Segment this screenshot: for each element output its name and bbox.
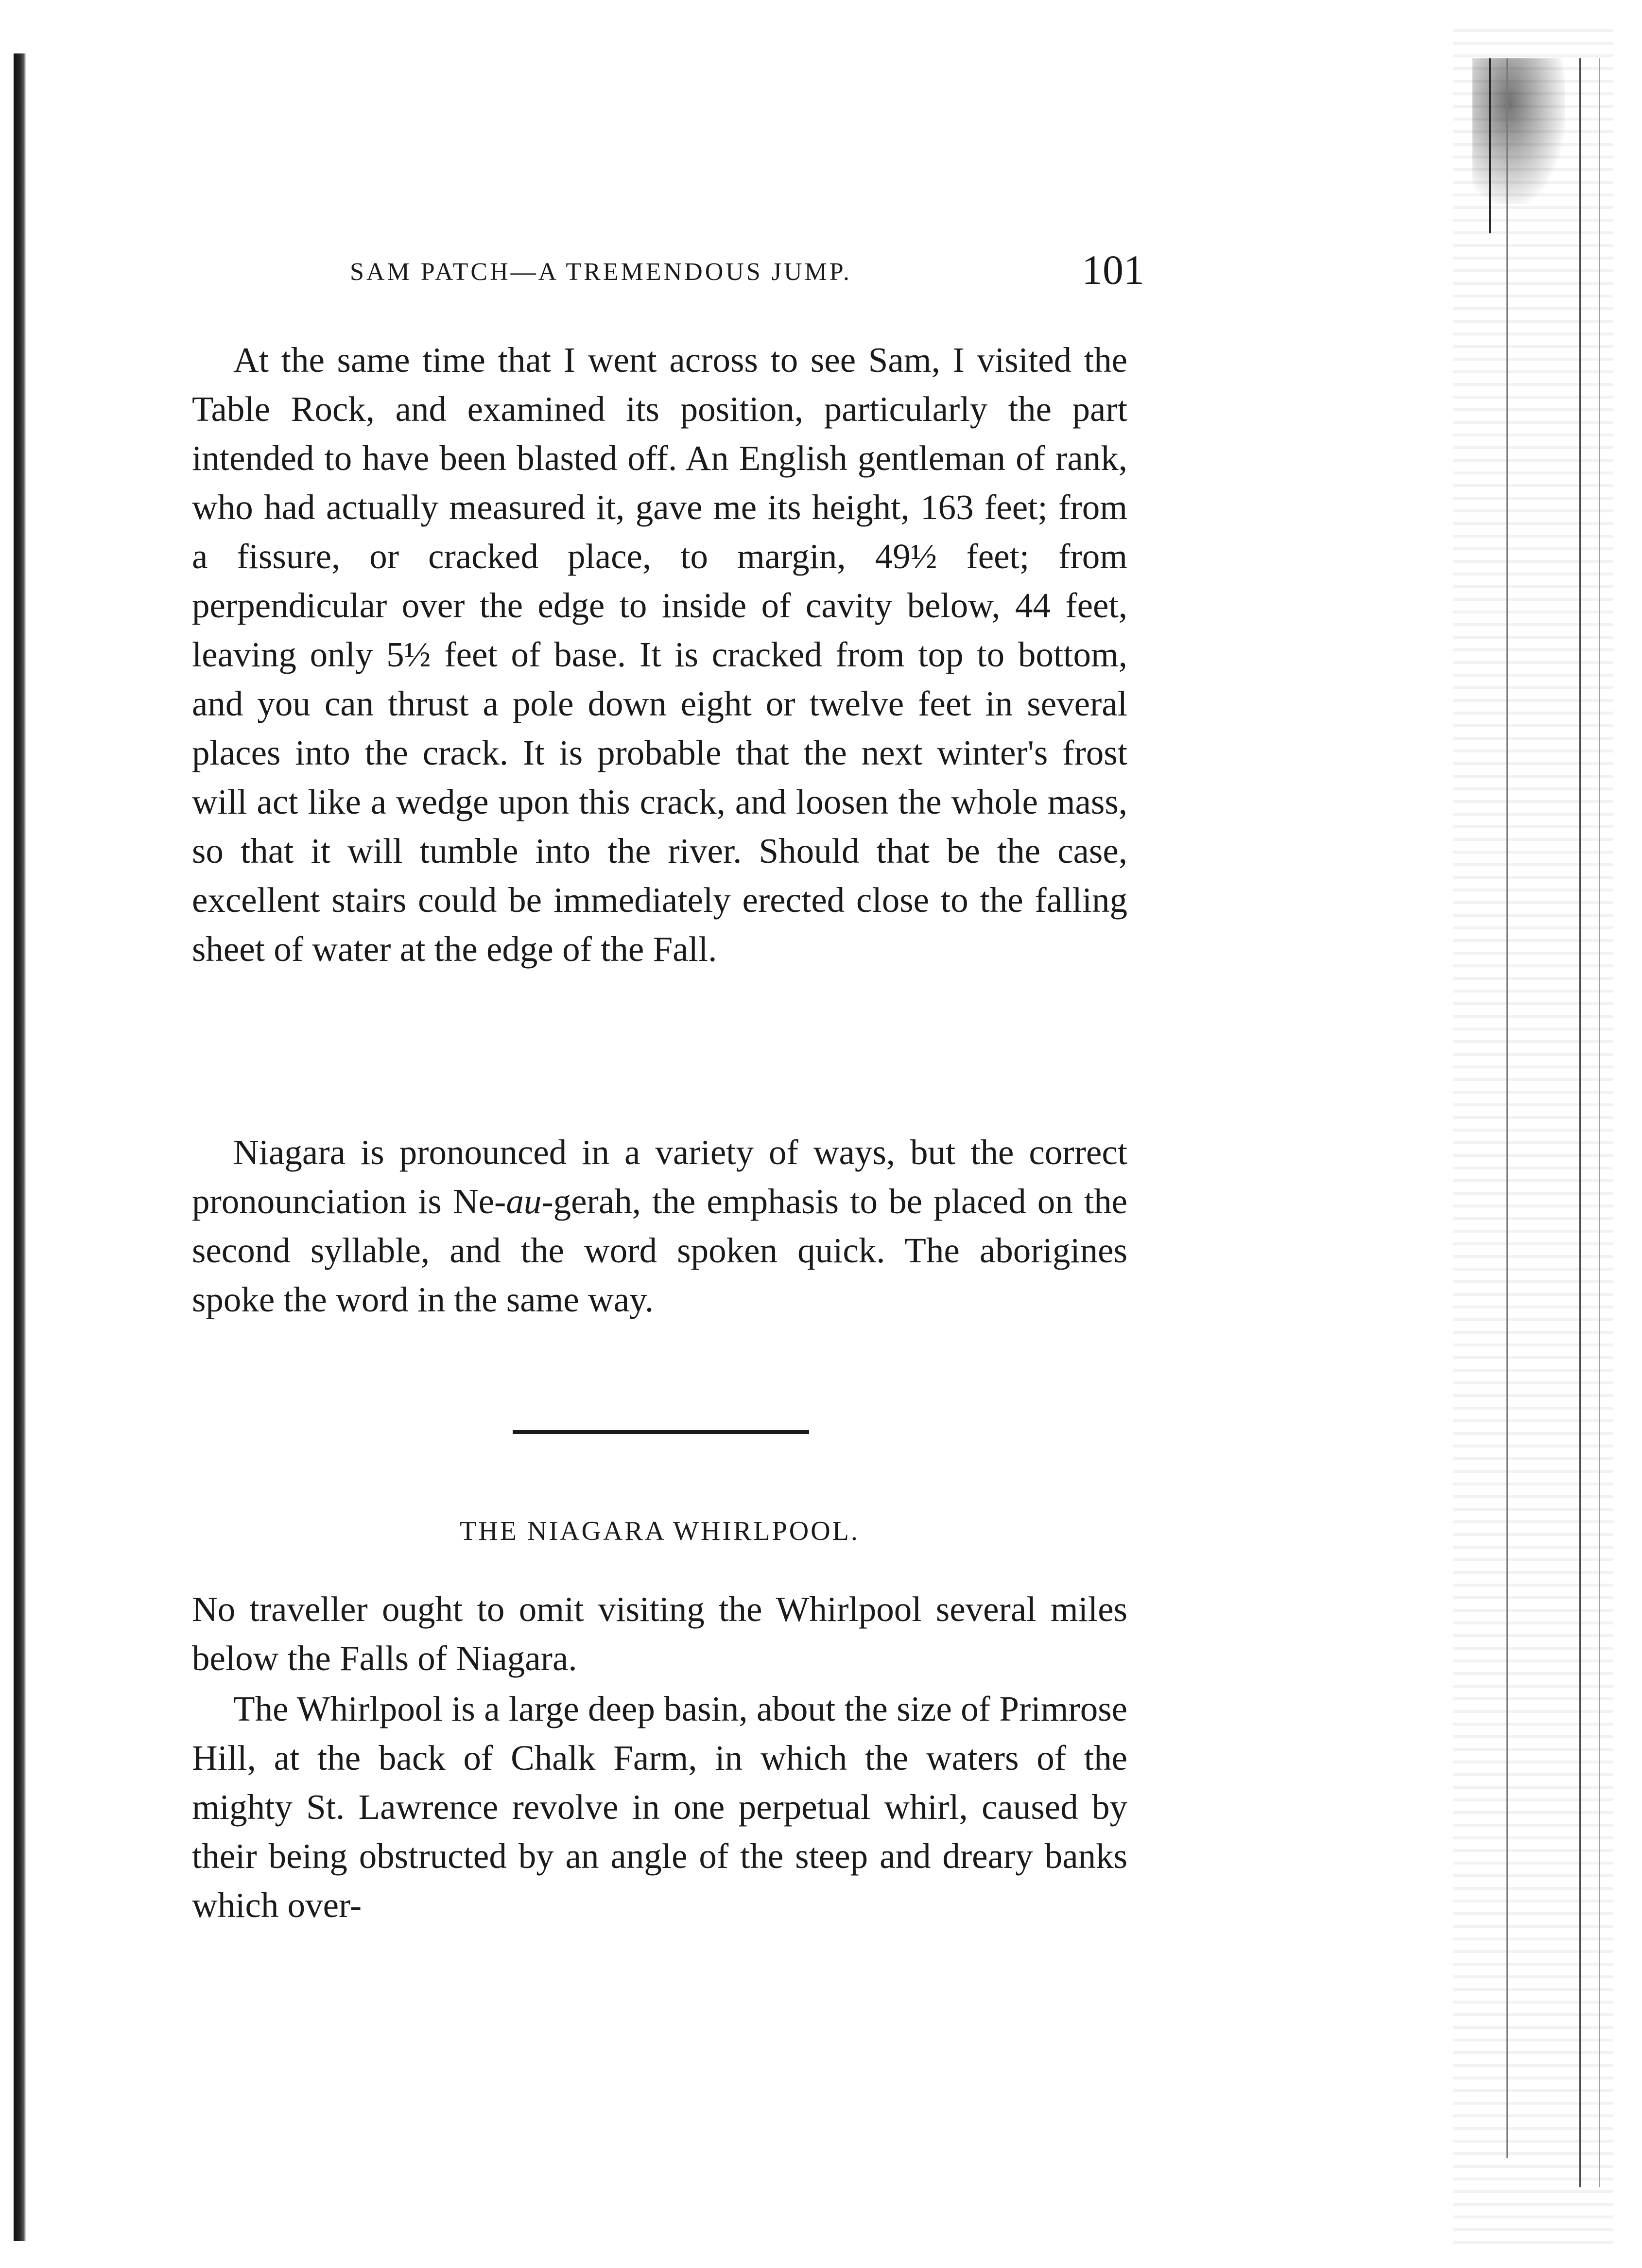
left-binding-edge [14, 53, 26, 2241]
paragraph-text-part: -gerah, the emphasis to be placed on the second syllable, and the word spoken quick. The aborigines spoke the word in the same way. [192, 1182, 1128, 1319]
section-title: THE NIAGARA WHIRLPOOL. [460, 1516, 860, 1546]
body-paragraph [192, 1128, 1127, 1324]
body-paragraph [192, 1585, 1127, 1683]
gutter-rule [1489, 58, 1491, 233]
paragraph-text: No traveller ought to omit visiting the Whirlpool several miles below the Falls of Niagara. [192, 1589, 1127, 1678]
right-page-gutter [1453, 29, 1613, 2246]
ink-blot [1472, 58, 1565, 204]
paragraph-text: At the same time that I went across to see Sam, I visited the Table Rock, and examined its position, particularly the part intended to have been blasted off. An English gentleman of rank, who had actually measured it, gave me its height, 163 feet; from a fissure, or cracked place, to margin, 49½ feet; from perpendicular over the edge to inside of cavity below, 44 feet, leaving only 5½ feet of base. It is cracked from top to bottom, and you can thrust a pole down eight or twelve feet in several places into the crack. It is probable that the next winter's frost will act like a wedge upon this crack, and loosen the whole mass, so that it will tumble into the river. Should that be the case, excellent stairs could be immediately erected close to the falling sheet of water at the edge of the Fall. [192, 340, 1127, 969]
section-divider [513, 1430, 809, 1434]
paragraph-text-part: Niagara is pronounced in a variety of ways, but the correct pronounciation is Ne- [192, 1133, 1127, 1221]
body-paragraph [192, 1684, 1127, 1930]
paragraph-text [192, 1128, 1127, 1324]
gutter-rule [1599, 58, 1600, 2187]
running-head: SAM PATCH—A TREMENDOUS JUMP. [350, 258, 852, 286]
body-paragraph [192, 335, 1127, 974]
italic-syllable: au [506, 1182, 542, 1221]
page-number: 101 [1082, 246, 1144, 293]
gutter-rule [1579, 58, 1581, 2187]
paragraph-text: The Whirlpool is a large deep basin, about the size of Primrose Hill, at the back of Chalk Farm, in which the waters of the mighty St. Lawrence revolve in one perpetual whirl, caused by their being obstructed by an angle of the steep and dreary banks which over- [192, 1689, 1127, 1925]
gutter-rule [1506, 58, 1508, 2158]
